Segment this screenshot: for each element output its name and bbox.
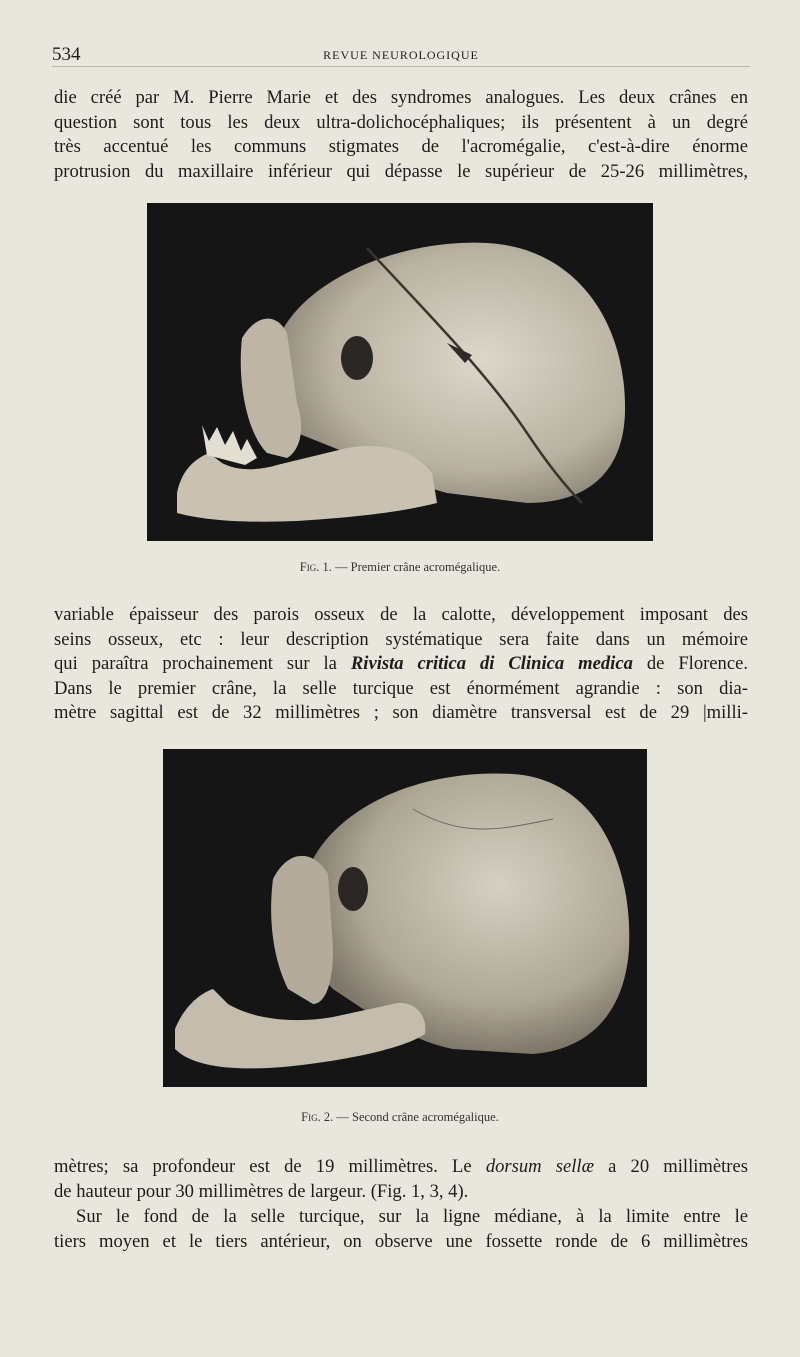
text-line: seins osseux, etc : leur description systématique sera faite dans un mémoire — [54, 628, 748, 650]
text-line: de hauteur pour 30 millimètres de largeur. (Fig. 1, 3, 4). — [54, 1180, 469, 1202]
text-segment: de Florence. — [632, 653, 749, 675]
figure-1-label: Fig. 1. — [299, 560, 332, 574]
paragraph-2 — [54, 603, 748, 726]
caption-dash: — — [335, 560, 348, 574]
latin-term: dorsum sellæ — [485, 1156, 594, 1177]
text-line — [54, 1155, 748, 1180]
paragraph-4 — [54, 1205, 748, 1254]
text-line: variable épaisseur des parois osseux de la calotte, développement imposant des — [54, 604, 748, 625]
text-line: Dans le premier crâne, la selle turcique est énormément agrandie : son dia- — [54, 677, 748, 699]
page-number: 534 — [52, 44, 81, 65]
figure-1-photo — [147, 203, 653, 541]
paragraph-1 — [54, 86, 748, 184]
caption-dash: — — [336, 1110, 349, 1124]
page-header — [52, 44, 750, 67]
text-line: mètre sagittal est de 32 millimètres ; son diamètre transversal est de 29 |milli- — [54, 702, 748, 724]
text-segment: a 20 millimètres — [593, 1156, 748, 1177]
journal-title: Rivista critica di Clinica medica — [350, 653, 633, 675]
skull-photo-1 — [147, 203, 653, 541]
running-title: REVUE NEUROLOGIQUE — [323, 48, 479, 62]
figure-2-photo — [163, 749, 647, 1087]
text-line: Sur le fond de la selle turcique, sur la ligne médiane, à la limite entre le — [76, 1206, 748, 1227]
figure-1-caption — [0, 560, 800, 575]
figure-2-label: Fig. 2. — [301, 1110, 334, 1124]
figure-1-caption-text: Premier crâne acromégalique. — [350, 560, 501, 574]
text-line — [54, 652, 748, 677]
text-line: die créé par M. Pierre Marie et des syndromes analogues. Les deux crânes en — [54, 87, 748, 108]
skull-photo-2 — [163, 749, 647, 1087]
paragraph-3 — [54, 1155, 748, 1204]
figure-2-caption-text: Second crâne acromégalique. — [352, 1110, 499, 1124]
text-segment: mètres; sa profondeur est de 19 millimètres. Le — [54, 1156, 486, 1177]
figure-2-caption — [0, 1110, 800, 1125]
text-line: tiers moyen et le tiers antérieur, on observe une fossette ronde de 6 millimètres — [54, 1230, 748, 1252]
text-line: très accentué les communs stigmates de l'acromégalie, c'est-à-dire énorme — [54, 136, 748, 158]
text-segment: qui paraîtra prochainement sur la — [54, 653, 351, 675]
text-line: question sont tous les deux ultra-dolichocéphaliques; ils présentent à un degré — [54, 111, 748, 133]
text-line: protrusion du maxillaire inférieur qui dépasse le supérieur de 25-26 millimètres, — [54, 160, 748, 182]
